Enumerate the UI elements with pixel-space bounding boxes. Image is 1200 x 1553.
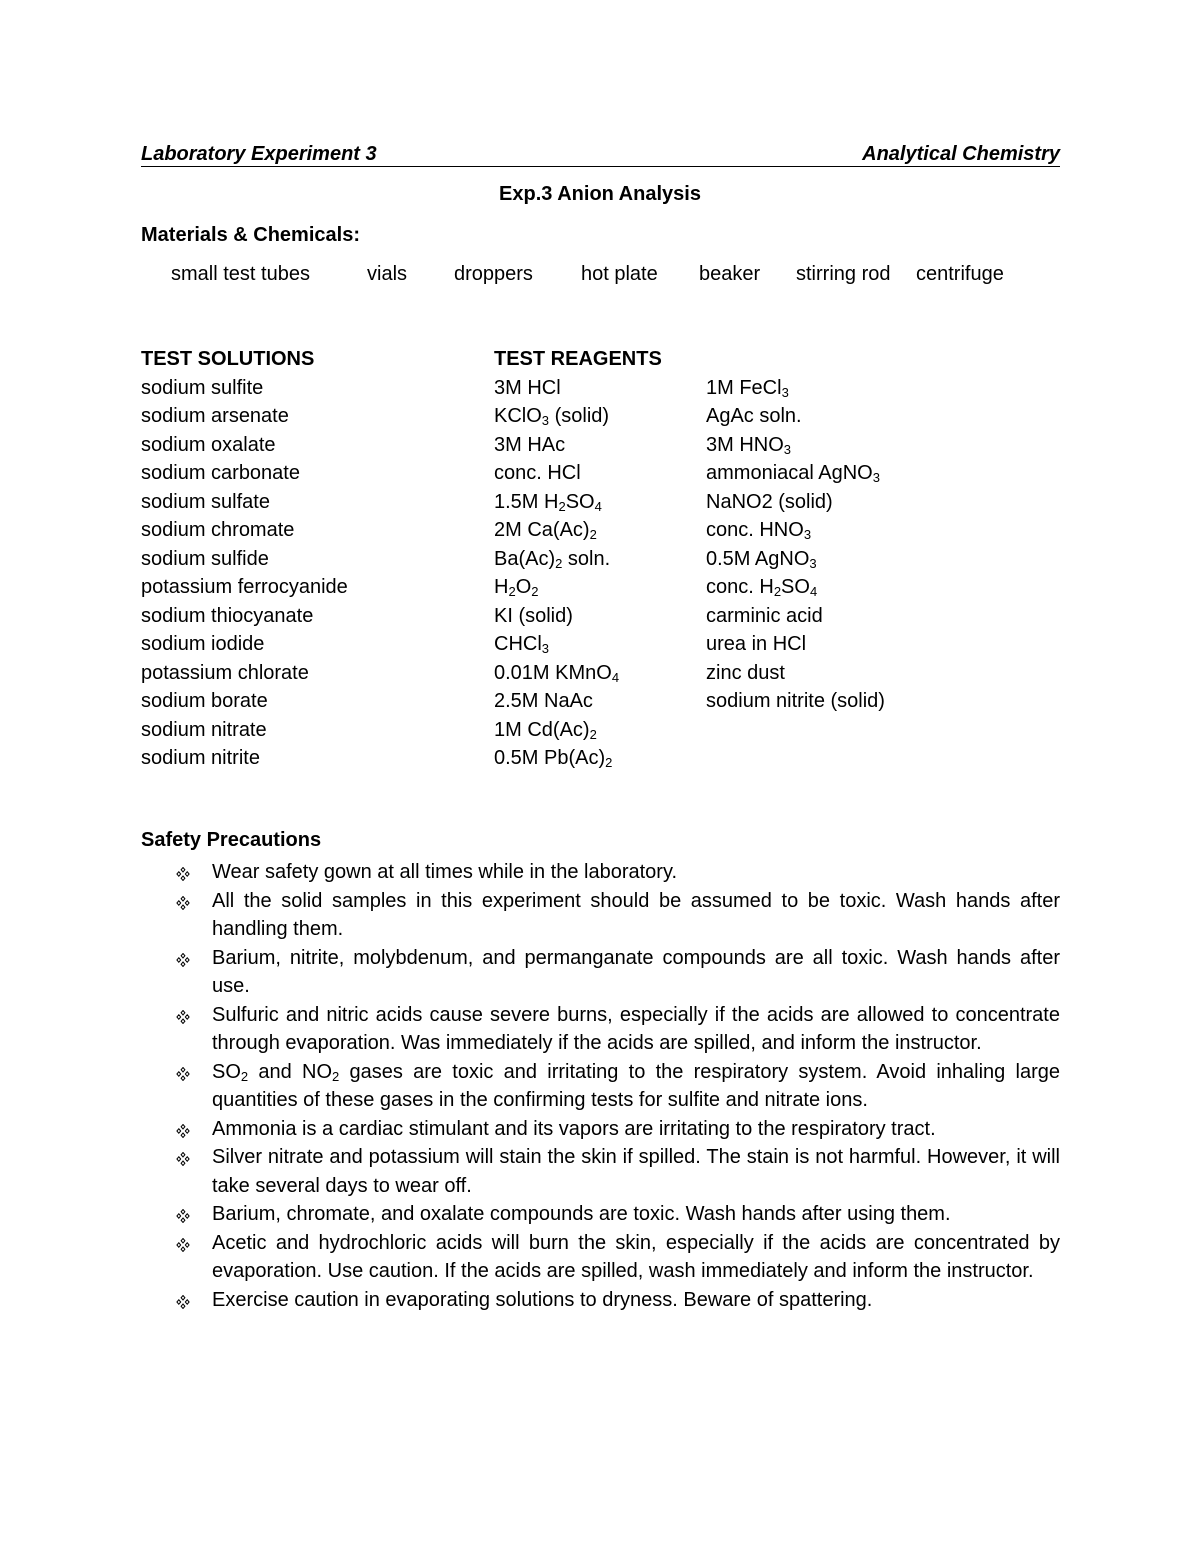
- reagent-subscript: 3: [541, 641, 550, 656]
- test-reagents-column: [494, 345, 662, 773]
- test-solution-item: sodium thiocyanate: [141, 604, 314, 627]
- safety-text: Sulfuric and nitric acids cause severe burns, especially if the acids are allowed to concentrate through evaporation. Was immediately if the acids are spilled, and inform the instructor.: [212, 1003, 1060, 1054]
- materials-heading: Materials & Chemicals:: [141, 224, 360, 246]
- reagent-subscript: 2: [589, 726, 597, 742]
- material-item: hot plate: [581, 263, 658, 285]
- reagent-subscript: 2: [558, 498, 566, 514]
- reagent-text: 1M FeCl: [706, 376, 782, 399]
- safety-subscript: 2: [332, 1068, 340, 1084]
- test-reagent-item: [494, 716, 662, 745]
- reagent-text: KClO: [494, 405, 542, 427]
- test-solution-item: sodium arsenate: [141, 405, 289, 427]
- test-reagent-item: [706, 630, 885, 659]
- material-item: droppers: [454, 263, 533, 285]
- test-solutions-column: [141, 345, 348, 773]
- safety-item: [176, 944, 1060, 1001]
- reagent-text: conc. HNO: [706, 519, 804, 541]
- reagent-subscript: 2: [773, 584, 782, 599]
- test-reagent-item: [706, 545, 885, 574]
- safety-item: [176, 858, 1060, 887]
- safety-text: Acetic and hydrochloric acids will burn the skin, especially if the acids are concentrated by evaporation. Use caution. If the acids are spilled, wash immediately and inform the instructor.: [212, 1231, 1060, 1282]
- reagent-subscript: 3: [809, 555, 817, 571]
- four-diamond-bullet-icon: [176, 1209, 190, 1223]
- test-reagent-item: [706, 687, 885, 716]
- test-reagent-item: [494, 459, 662, 488]
- reagent-text: KI (solid): [494, 604, 573, 627]
- test-reagent-item: [706, 602, 885, 631]
- safety-text: Ammonia is a cardiac stimulant and its vapors are irritating to the respiratory tract.: [212, 1117, 936, 1140]
- safety-text: SO: [212, 1060, 241, 1083]
- reagent-text: Ba(Ac): [494, 547, 556, 570]
- safety-item: [176, 1286, 1060, 1315]
- reagent-text: SO: [565, 490, 595, 513]
- reagent-text: CHCl: [494, 633, 542, 655]
- test-reagents-column-2: [706, 345, 885, 716]
- test-reagent-item: [494, 573, 662, 602]
- reagent-text: conc. H: [706, 576, 774, 598]
- document-title: Exp.3 Anion Analysis: [499, 183, 701, 205]
- four-diamond-bullet-icon: [176, 1124, 190, 1138]
- reagent-text: sodium nitrite (solid): [706, 690, 885, 712]
- reagent-text: H: [494, 576, 509, 598]
- reagent-subscript: 3: [541, 413, 550, 428]
- reagent-subscript: 2: [605, 755, 613, 770]
- test-solution-item: sodium nitrate: [141, 718, 267, 741]
- material-item: small test tubes: [171, 263, 310, 285]
- safety-text: Exercise caution in evaporating solutions to dryness. Beware of spattering.: [212, 1288, 873, 1311]
- test-solution-item: sodium sulfide: [141, 547, 269, 570]
- reagent-subscript: 4: [809, 584, 818, 599]
- reagent-text: 0.5M Pb(Ac): [494, 747, 606, 769]
- test-reagent-item: [494, 488, 662, 517]
- test-solution-item: sodium borate: [141, 690, 268, 712]
- reagent-subscript: 2: [508, 584, 516, 599]
- test-reagents-spacer: [706, 345, 885, 374]
- reagent-text: 2.5M NaAc: [494, 690, 593, 712]
- materials-list: [0, 263, 1200, 289]
- reagent-text: carminic acid: [706, 604, 823, 627]
- safety-text: All the solid samples in this experiment should be assumed to be toxic. Wash hands after handling them.: [212, 889, 1060, 940]
- safety-text: Silver nitrate and potassium will stain the skin if spilled. The stain is not harmful. However, it will take several days to wear off.: [212, 1146, 1060, 1197]
- safety-item: [176, 1200, 1060, 1229]
- test-solutions-heading: TEST SOLUTIONS: [141, 348, 315, 370]
- test-reagent-item: [706, 659, 885, 688]
- test-reagent-item: [706, 459, 885, 488]
- reagent-text: soln.: [562, 547, 611, 570]
- reagent-text: 3M HNO: [706, 433, 784, 456]
- four-diamond-bullet-icon: [176, 1067, 190, 1081]
- test-reagent-item: [494, 630, 662, 659]
- safety-item: [176, 1058, 1060, 1115]
- test-solution-item: sodium iodide: [141, 633, 265, 655]
- header-right: Analytical Chemistry: [862, 143, 1060, 165]
- test-reagent-item: [494, 687, 662, 716]
- material-item: stirring rod: [796, 263, 891, 285]
- test-solution-item: sodium nitrite: [141, 747, 260, 769]
- reagent-subscript: 2: [555, 555, 563, 571]
- reagent-text: 2M Ca(Ac): [494, 519, 590, 541]
- test-solution-item: sodium chromate: [141, 519, 295, 541]
- safety-heading: Safety Precautions: [141, 829, 322, 851]
- safety-item: [176, 1229, 1060, 1286]
- reagent-text: urea in HCl: [706, 633, 807, 655]
- test-reagent-item: [706, 402, 885, 431]
- test-solution-item: sodium oxalate: [141, 433, 276, 456]
- test-reagent-item: [494, 374, 662, 403]
- page-header: [141, 141, 1060, 167]
- safety-item: [176, 887, 1060, 944]
- test-reagent-item: [494, 516, 662, 545]
- test-reagent-item: [494, 431, 662, 460]
- four-diamond-bullet-icon: [176, 1152, 190, 1166]
- reagent-subscript: 4: [611, 669, 620, 685]
- test-reagent-item: [494, 602, 662, 631]
- test-reagent-item: [494, 659, 662, 688]
- test-solution-item: potassium ferrocyanide: [141, 576, 348, 598]
- reagent-subscript: 3: [803, 527, 812, 542]
- four-diamond-bullet-icon: [176, 867, 190, 881]
- reagent-subscript: 2: [589, 527, 597, 542]
- test-reagent-item: [706, 516, 885, 545]
- reagent-text: 1.5M H: [494, 490, 559, 513]
- test-solution-item: potassium chlorate: [141, 661, 309, 684]
- reagent-text: ammoniacal AgNO: [706, 462, 873, 484]
- reagent-text: AgAc soln.: [706, 405, 802, 427]
- material-item: centrifuge: [916, 263, 1004, 285]
- four-diamond-bullet-icon: [176, 1238, 190, 1252]
- safety-text: gases are toxic and irritating to the respiratory system. Avoid inhaling large quantities of these gases in the confirming tests for sulfite and nitrate ions.: [212, 1060, 1060, 1111]
- safety-text: Wear safety gown at all times while in the laboratory.: [212, 861, 678, 883]
- four-diamond-bullet-icon: [176, 1010, 190, 1024]
- reagent-text: (solid): [549, 405, 610, 427]
- safety-text: Barium, nitrite, molybdenum, and permanganate compounds are all toxic. Wash hands after use.: [212, 946, 1060, 997]
- reagent-text: NaNO2 (solid): [706, 490, 833, 513]
- reagent-subscript: 2: [531, 584, 539, 599]
- four-diamond-bullet-icon: [176, 953, 190, 967]
- test-reagent-item: [494, 545, 662, 574]
- test-solution-item: sodium carbonate: [141, 462, 300, 484]
- safety-item: [176, 1115, 1060, 1144]
- reagent-subscript: 3: [872, 470, 880, 485]
- test-reagents-list-2: [706, 374, 885, 716]
- safety-text: Barium, chromate, and oxalate compounds are toxic. Wash hands after using them.: [212, 1203, 951, 1225]
- reagent-text: 3M HAc: [494, 433, 566, 456]
- test-reagents-heading: TEST REAGENTS: [494, 348, 662, 370]
- test-solution-item: sodium sulfite: [141, 376, 264, 399]
- safety-item: [176, 1143, 1060, 1200]
- reagent-text: zinc dust: [706, 661, 785, 684]
- test-reagent-item: [706, 374, 885, 403]
- test-reagent-item: [706, 431, 885, 460]
- reagent-subscript: 3: [783, 441, 792, 457]
- reagent-text: SO: [781, 576, 810, 598]
- reagent-subscript: 4: [594, 498, 602, 514]
- test-reagent-item: [706, 573, 885, 602]
- reagent-text: conc. HCl: [494, 462, 581, 484]
- header-left: Laboratory Experiment 3: [141, 143, 377, 165]
- safety-item: [176, 1001, 1060, 1058]
- four-diamond-bullet-icon: [176, 1295, 190, 1309]
- reagent-text: 3M HCl: [494, 376, 561, 399]
- test-reagent-item: [494, 402, 662, 431]
- four-diamond-bullet-icon: [176, 896, 190, 910]
- reagent-text: 0.5M AgNO: [706, 547, 810, 570]
- test-reagent-item: [494, 744, 662, 773]
- material-item: beaker: [699, 263, 761, 285]
- reagent-text: 0.01M KMnO: [494, 661, 612, 684]
- safety-subscript: 2: [240, 1068, 249, 1084]
- reagent-text: O: [515, 576, 532, 598]
- reagent-text: 1M Cd(Ac): [494, 718, 590, 741]
- safety-list: [176, 858, 1060, 1314]
- safety-text: and NO: [248, 1060, 333, 1083]
- test-solution-item: sodium sulfate: [141, 490, 270, 513]
- reagent-subscript: 3: [781, 384, 789, 400]
- test-reagents-list-1: [494, 374, 662, 773]
- test-reagent-item: [706, 488, 885, 517]
- material-item: vials: [367, 263, 408, 285]
